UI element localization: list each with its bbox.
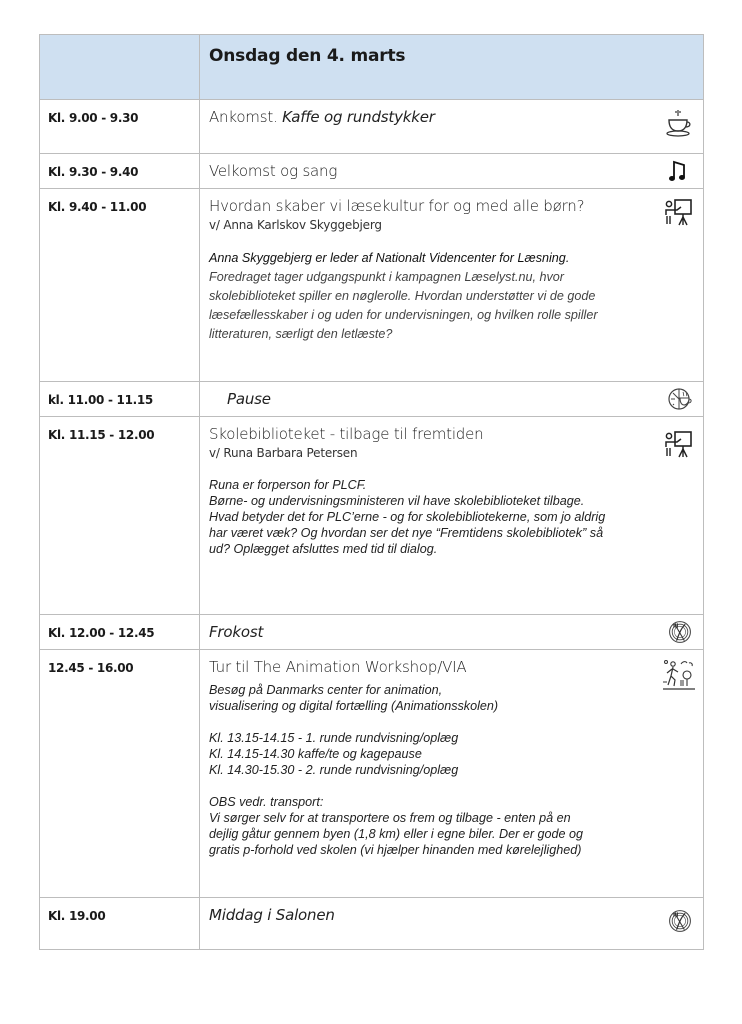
description-line: Runa er forperson for PLCF. [209,478,367,492]
description-line: Hvad betyder det for PLC’erne - og for skolebibliotekerne, som jo aldrig [209,510,606,524]
description-line: gratis p-forhold ved skolen (vi hjælper hinanden med kørelejlighed) [209,843,582,857]
music-note-icon [667,159,689,183]
event-title: Skolebiblioteket - tilbage til fremtiden [209,425,484,443]
event-cell [200,154,704,189]
schedule-row [40,189,704,382]
description-line: har været væk? Og hvordan ser det nye “Fremtidens skolebibliotek” så [209,526,604,540]
description-line: Besøg på Danmarks center for animation, [209,683,443,697]
description-line: læsefællesskaber i og uden for undervisningen, og hvilken rolle spiller [209,308,598,322]
event-title: Hvordan skaber vi læsekultur for og med alle børn? [209,197,585,215]
time-cell: 12.45 - 16.00 [40,650,200,898]
description-line: dejlig gåtur gennem byen (1,8 km) eller i egne biler. Der er gode og [209,827,584,841]
clock-coffee-icon [667,386,693,412]
schedule-row [40,154,704,189]
event-title [209,106,657,128]
schedule-line: Kl. 13.15-14.15 - 1. runde rundvisning/oplæg [209,731,459,745]
description-line: visualisering og digital fortælling (Animationsskolen) [209,699,499,713]
program-table [39,34,704,950]
speaker: v/ Runa Barbara Petersen [209,446,358,460]
description-line: Anna Skyggebjerg er leder af Nationalt Videncenter for Læsning. [209,251,570,265]
event-description-intro [209,682,657,714]
time-cell: Kl. 19.00 [40,898,200,950]
event-cell [200,189,704,382]
time-cell: Kl. 11.15 - 12.00 [40,417,200,615]
coffee-cup-icon [663,108,693,138]
walking-person-icon [661,658,697,694]
event-title: Pause [227,390,271,408]
description-line: OBS vedr. transport: [209,795,324,809]
schedule-row [40,100,704,154]
schedule-row [40,650,704,898]
schedule-row [40,382,704,417]
event-cell [200,382,704,417]
event-title: Tur til The Animation Workshop/VIA [209,658,467,676]
presenter-icon [663,197,693,227]
presenter-icon [663,429,693,459]
description-line: Vi sørger selv for at transportere os frem og tilbage - enten på en [209,811,571,825]
time-cell: kl. 11.00 - 11.15 [40,382,200,417]
event-cell [200,898,704,950]
description-line: Foredraget tager udgangspunkt i kampagnen Læselyst.nu, hvor [209,270,564,284]
event-title: Velkomst og sang [209,162,338,180]
speaker: v/ Anna Karlskov Skyggebjerg [209,218,382,232]
event-cell [200,417,704,615]
schedule-row [40,615,704,650]
description-line: skolebiblioteket spiller en nøglerolle. Hvordan understøtter vi de gode [209,289,596,303]
time-cell: Kl. 9.40 - 11.00 [40,189,200,382]
description-line: Børne- og undervisningsministeren vil have skolebiblioteket tilbage. [209,494,585,508]
plate-cutlery-icon [667,908,693,934]
event-title: Middag i Salonen [209,906,335,924]
header-row [40,35,704,100]
description-line: ud? Oplægget afsluttes med tid til dialog. [209,542,438,556]
event-title: Frokost [209,623,264,641]
event-cell [200,615,704,650]
event-cell [200,100,704,154]
time-cell: Kl. 9.30 - 9.40 [40,154,200,189]
event-title-italic: Kaffe og rundstykker [282,108,435,126]
event-description [209,477,657,557]
schedule-row [40,417,704,615]
header-time-cell [40,35,200,100]
plate-cutlery-icon [667,619,693,645]
description-line: litteraturen, særligt den letlæste? [209,327,393,341]
day-title: Onsdag den 4. marts [209,46,406,66]
event-transport-note [209,794,657,858]
event-title-plain: Ankomst. [209,108,283,126]
event-description [209,249,657,344]
header-title-cell [200,35,704,100]
time-cell: Kl. 12.00 - 12.45 [40,615,200,650]
schedule-line: Kl. 14.15-14.30 kaffe/te og kagepause [209,747,422,761]
schedule-line: Kl. 14.30-15.30 - 2. runde rundvisning/oplæg [209,763,459,777]
time-cell: Kl. 9.00 - 9.30 [40,100,200,154]
event-schedule [209,730,657,778]
event-cell [200,650,704,898]
schedule-row [40,898,704,950]
